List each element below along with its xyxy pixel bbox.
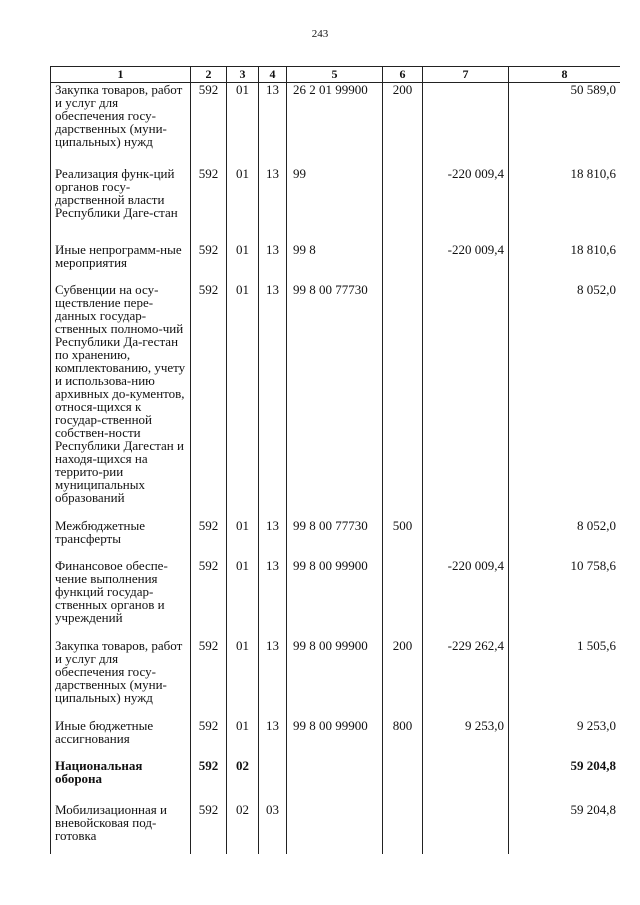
row-rz-cell: 01: [227, 639, 259, 719]
row-ved-cell: 592: [191, 283, 227, 519]
row-change-cell: -220 009,4: [423, 559, 509, 639]
row-vr-cell: [383, 759, 423, 803]
row-csr-cell: [287, 803, 383, 854]
table-body: [51, 83, 621, 855]
header-col-2: 2: [191, 67, 227, 83]
budget-table: [50, 66, 620, 854]
row-rz-cell: 01: [227, 719, 259, 759]
header-col-4: 4: [259, 67, 287, 83]
row-total-cell: 59 204,8: [509, 803, 621, 854]
table-row: [51, 83, 621, 168]
row-name-cell: Закупка товаров, работ и услуг для обеспечения госу-дарственных (муни-ципальных) нужд: [51, 639, 191, 719]
budget-table-container: [50, 66, 620, 854]
row-rz-cell: 01: [227, 167, 259, 243]
row-pr-cell: 13: [259, 519, 287, 559]
row-change-cell: -229 262,4: [423, 639, 509, 719]
row-vr-cell: [383, 243, 423, 283]
row-ved-cell: 592: [191, 639, 227, 719]
row-change-cell: [423, 519, 509, 559]
row-vr-cell: 500: [383, 519, 423, 559]
row-rz-cell: 02: [227, 759, 259, 803]
row-change-cell: -220 009,4: [423, 243, 509, 283]
header-col-6: 6: [383, 67, 423, 83]
table-row: [51, 759, 621, 803]
row-csr-cell: 99 8 00 77730: [287, 519, 383, 559]
row-csr-cell: 99 8 00 99900: [287, 559, 383, 639]
row-csr-cell: 26 2 01 99900: [287, 83, 383, 168]
row-total-cell: 8 052,0: [509, 283, 621, 519]
row-change-cell: -220 009,4: [423, 167, 509, 243]
row-ved-cell: 592: [191, 243, 227, 283]
row-rz-cell: 01: [227, 559, 259, 639]
row-change-cell: [423, 759, 509, 803]
table-row: [51, 519, 621, 559]
header-col-5: 5: [287, 67, 383, 83]
row-csr-cell: 99 8 00 99900: [287, 639, 383, 719]
row-vr-cell: [383, 559, 423, 639]
row-ved-cell: 592: [191, 559, 227, 639]
table-row: [51, 243, 621, 283]
row-csr-cell: 99: [287, 167, 383, 243]
row-name-cell: Иные непрограмм-ные мероприятия: [51, 243, 191, 283]
row-change-cell: [423, 803, 509, 854]
row-name-cell: Финансовое обеспе-чение выполнения функций государ-ственных органов и учреждений: [51, 559, 191, 639]
row-pr-cell: 13: [259, 167, 287, 243]
row-rz-cell: 02: [227, 803, 259, 854]
row-name-cell: Межбюджетные трансферты: [51, 519, 191, 559]
row-rz-cell: 01: [227, 283, 259, 519]
row-rz-cell: 01: [227, 83, 259, 168]
row-change-cell: [423, 83, 509, 168]
row-total-cell: 18 810,6: [509, 243, 621, 283]
row-pr-cell: 13: [259, 83, 287, 168]
table-row: [51, 719, 621, 759]
row-csr-cell: 99 8: [287, 243, 383, 283]
row-pr-cell: 13: [259, 639, 287, 719]
row-ved-cell: 592: [191, 719, 227, 759]
row-total-cell: 1 505,6: [509, 639, 621, 719]
row-vr-cell: 200: [383, 83, 423, 168]
row-csr-cell: 99 8 00 77730: [287, 283, 383, 519]
row-name-cell: Мобилизационная и вневойсковая под-готовка: [51, 803, 191, 854]
row-ved-cell: 592: [191, 167, 227, 243]
row-change-cell: [423, 283, 509, 519]
row-ved-cell: 592: [191, 519, 227, 559]
row-name-cell: Закупка товаров, работ и услуг для обеспечения госу-дарственных (муни-ципальных) нужд: [51, 83, 191, 168]
row-vr-cell: [383, 803, 423, 854]
header-col-3: 3: [227, 67, 259, 83]
row-total-cell: 59 204,8: [509, 759, 621, 803]
row-pr-cell: 13: [259, 559, 287, 639]
row-change-cell: 9 253,0: [423, 719, 509, 759]
page-number: 243: [311, 28, 329, 40]
row-vr-cell: [383, 283, 423, 519]
row-ved-cell: 592: [191, 83, 227, 168]
row-name-cell: Субвенции на осу-ществление пере-данных государ-ственных полномо-чий Республики Да-гестан по хранению, комплектованию, учету и использова-нию архивных до-кументов, относя-щихся к государ-ственной собствен-ности Республики Дагестан и находя-щихся на террито-рии муниципальных образований: [51, 283, 191, 519]
row-csr-cell: 99 8 00 99900: [287, 719, 383, 759]
table-row: [51, 559, 621, 639]
row-pr-cell: 13: [259, 283, 287, 519]
row-csr-cell: [287, 759, 383, 803]
row-pr-cell: 13: [259, 243, 287, 283]
row-vr-cell: [383, 167, 423, 243]
header-col-1: 1: [51, 67, 191, 83]
row-vr-cell: 200: [383, 639, 423, 719]
row-name-cell: Реализация функ-ций органов госу-дарственной власти Республики Даге-стан: [51, 167, 191, 243]
table-row: [51, 639, 621, 719]
row-vr-cell: 800: [383, 719, 423, 759]
header-col-7: 7: [423, 67, 509, 83]
row-rz-cell: 01: [227, 243, 259, 283]
row-total-cell: 18 810,6: [509, 167, 621, 243]
row-total-cell: 8 052,0: [509, 519, 621, 559]
row-pr-cell: [259, 759, 287, 803]
row-total-cell: 10 758,6: [509, 559, 621, 639]
row-pr-cell: 13: [259, 719, 287, 759]
row-rz-cell: 01: [227, 519, 259, 559]
row-name-cell: Иные бюджетные ассигнования: [51, 719, 191, 759]
header-col-8: 8: [509, 67, 621, 83]
table-row: [51, 803, 621, 854]
row-total-cell: 50 589,0: [509, 83, 621, 168]
table-header-row: [51, 67, 621, 83]
row-name-cell: Национальная оборона: [51, 759, 191, 803]
row-ved-cell: 592: [191, 759, 227, 803]
table-row: [51, 167, 621, 243]
row-pr-cell: 03: [259, 803, 287, 854]
table-row: [51, 283, 621, 519]
row-ved-cell: 592: [191, 803, 227, 854]
row-total-cell: 9 253,0: [509, 719, 621, 759]
